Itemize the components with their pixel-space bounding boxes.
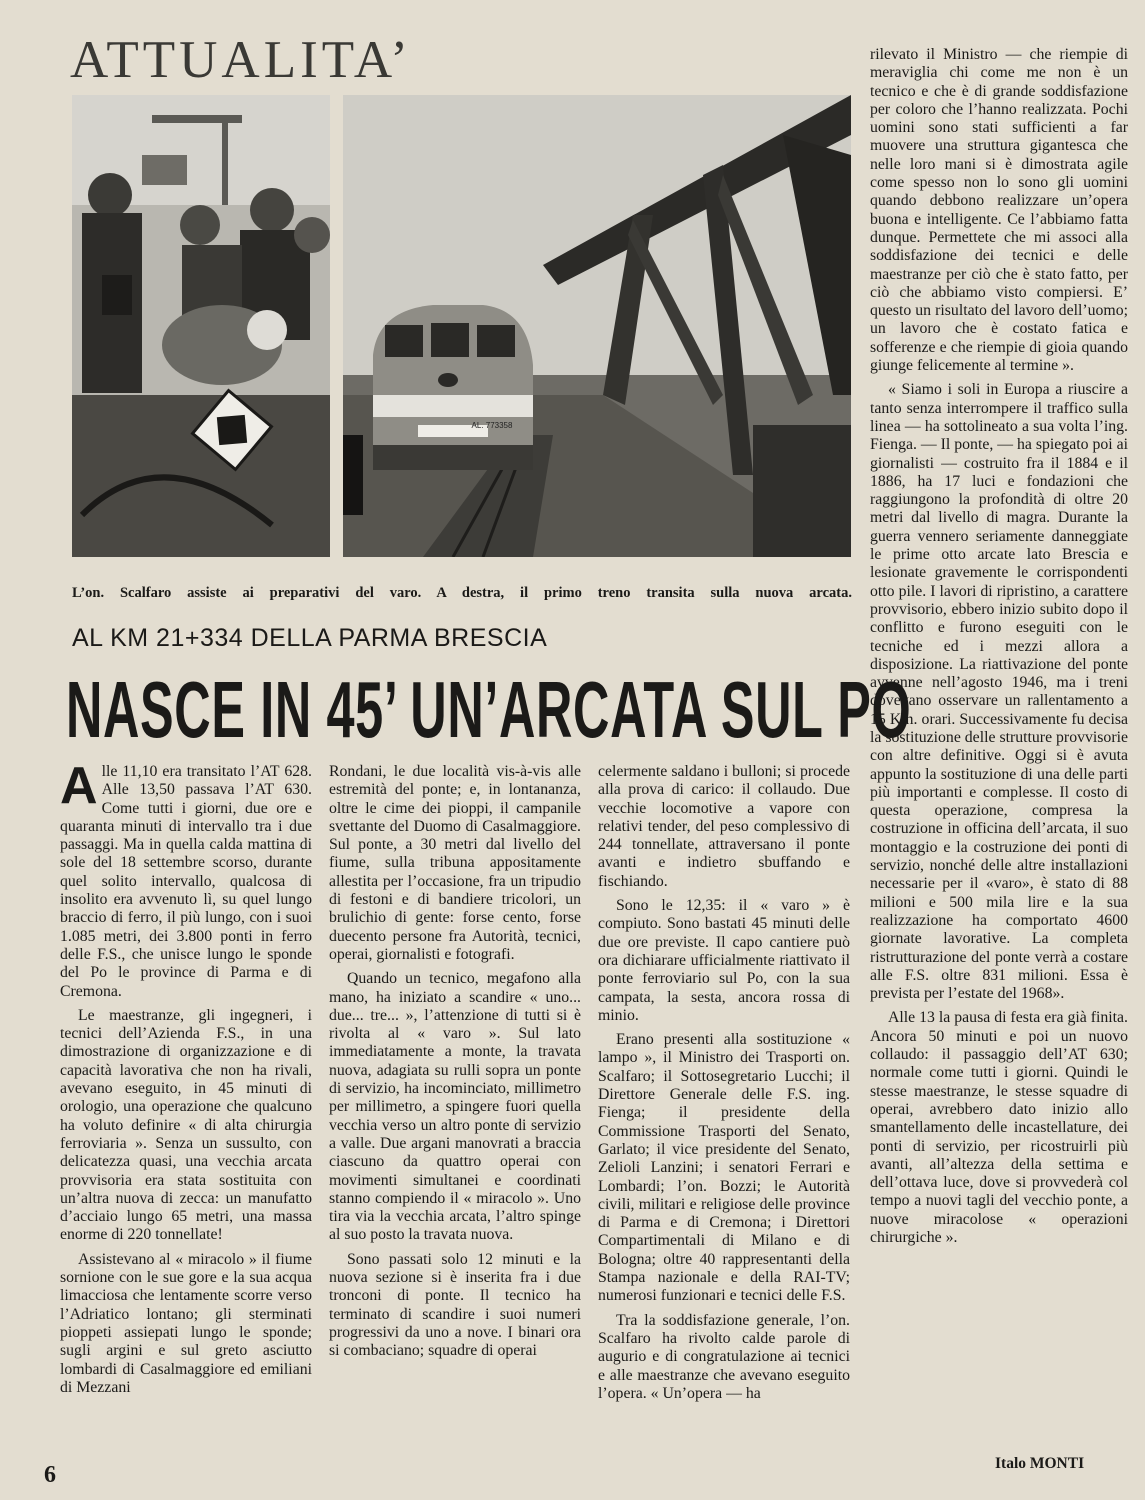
article-column-4 [870,46,1128,1253]
train-bridge-illustration [343,95,851,557]
paragraph: Quando un tecnico, megafono alla mano, ha iniziato a scandire « uno... due... tre... », l’attenzione di tutti si è rivolta al « varo ». Sul lato immediatamente a monte, la travata nuova, adagiata su rulli sopra un ponte di servizio, ha incominciato, millimetro per millimetro, a spingere fuori quella vecchia verso un altro ponte di servizio a valle. Due argani manovrati a braccia ciascuno da quattro operai con movimenti simultanei e coordinati stanno compiendo il « miracolo ». Uno tira via la vecchia arcata, l’altro spinge al suo posto la travata nuova. [329,970,581,1244]
ceremony-illustration [72,95,330,557]
drop-cap: A [60,757,98,815]
article-column-1 [60,757,312,1403]
kicker: AL KM 21+334 DELLA PARMA BRESCIA [72,624,548,652]
paragraph-text: lle 11,10 era transitato l’AT 628. Alle 13,50 passava l’AT 630. Come tutti i giorni, due ore e quaranta minuti di intervallo tra i due passaggi. Ma in quella calda mattina di sole del 18 settembre scorso, durante quel solito intervallo, qualcosa di insolito era avvenuto lì, su quel lungo braccio di ferro, il più lungo, con i suoi 1.085 metri, dei 3.800 ponti in ferro delle F.S., che unisce lungo le sponde del Po le province di Parma e di Cremona. [60,763,312,1000]
page-number: 6 [44,1462,56,1488]
article-column-3 [598,763,850,1409]
byline: Italo MONTI [995,1455,1085,1472]
paragraph: Alle 13 la pausa di festa era già finita. Ancora 50 minuti e poi un nuovo collaudo: il passaggio dell’AT 630; normale come tutti i giorni. Quindi le stesse maestranze, le stesse squadre di operai, avrebbero dato inizio allo smantellamento delle incastellature, dei ponti di servizio, per ricostruirli più avanti, all’altezza della settima e dell’ottava luce, dove si provvederà col tempo a nuovi tagli del vecchio ponte, a nuove miracolose « operazioni chirurgiche ». [870,1009,1128,1246]
photo-train-bridge [343,95,851,557]
paragraph: Tra la soddisfazione generale, l’on. Scalfaro ha rivolto calde parole di augurio e di congratulazione ai tecnici e alle maestranze che avevano eseguito l’opera. « Un’opera — ha [598,1311,850,1402]
paragraph: Erano presenti alla sostituzione « lampo », il Ministro dei Trasporti on. Scalfaro; il Sottosegretario Lucchi; il Direttore Generale delle F.S. ing. Fienga; il presidente della Commissione Trasporti del Senato, Garlato; il vice presidente del Senato, Zelioli Lanzini; i senatori Ferrari e Lombardi; l’on. Bozzi; le Autorità civili, militari e religiose delle province di Parma e di Cremona; i Direttori Compartimentali di Milano e di Bologna; oltre 40 rappresentanti della Stampa nazionale e della RAI-TV; numerosi funzionari e tecnici delle F.S. [598,1031,850,1305]
paragraph: Le maestranze, gli ingegneri, i tecnici dell’Azienda F.S., in una dimostrazione di organizzazione e di capacità lavorativa che non ha rivali, avevano eseguito, in 45 minuti di orologio, una operazione che qualcuno ha voluto definire « di alta chirurgia ferroviaria ». Senza un sussulto, con delicatezza quasi, una vecchia arcata provvisoria era stata sostituita con un’altra nuova di zecca: un manufatto d’acciaio lungo 65 metri, una massa enorme di 220 tonnellate! [60,1006,312,1244]
article-column-2 [329,763,581,1367]
paragraph [60,757,312,1001]
photo-ceremony [72,95,330,557]
paragraph: « Siamo i soli in Europa a riuscire a tanto senza interrompere il traffico sulla linea — ha sottolineato a sua volta l’ing. Fienga. — Il ponte, — ha spiegato poi ai giornalisti — costruito fra il 1884 e il 1886, ha 17 luci e fondazioni che raggiungono la profondità di oltre 20 metri dal livello di magra. Durante la guerra vennero seriamente danneggiate le prime otto arcate lato Brescia e lesionate gravemente le corrispondenti otto pile. I lavori di ripristino, a carattere provvisorio, ebbero inizio subito dopo il conflitto e furono eseguiti con le tecniche ed i mezzi allora a disposizione. La riattivazione del ponte avvenne nell’agosto 1946, ma i treni dovevano osservare un rallentamento a 15 Km. orari. Successivamente fu decisa la sostituzione delle strutture provvisorie con altre definitive. Oggi si è avuta appunto la sostituzione di una delle parti più importanti e complesse. Il costo di questa operazione, compresa la costruzione in officina dell’arcata, il suo montaggio e la costruzione dei ponti di servizio, nonché delle altre installazioni necessarie per il «varo», è stato di 88 milioni e 500 mila lire e la sua realizzazione ha comportato 4600 giornate lavorative. La completa ristrutturazione del ponte verrà a costare alle F.S. oltre 831 milioni. Essa è prevista per l’estate del 1968». [870,381,1128,1003]
paragraph: celermente saldano i bulloni; si procede alla prova di carico: il collaudo. Due vecchie locomotive a vapore con relativi tender, del peso complessivo di 244 tonnellate, attraversano il ponte avanti e indietro sbuffando e fischiando. [598,763,850,890]
paragraph: Assistevano al « miracolo » il fiume sornione con le sue gore e la sua acqua limacciosa che lentamente scorre verso l’Adriatico lontano; gli sterminati pioppeti assiepati lungo le sponde; sugli argini e sul greto asciutto lombardi di Casalmaggiore ed emiliani di Mezzani [60,1250,312,1396]
train-plate: AL. 773358 [471,421,513,430]
section-title: ATTUALITA’ [70,31,412,89]
paragraph: Sono le 12,35: il « varo » è compiuto. Sono bastati 45 minuti delle due ore previste. Il capo cantiere può ora dichiarare ufficialmente riattivato il ponte ferroviario sul Po, con la sua campata, la sesta, ancora rossa di minio. [598,897,850,1024]
paragraph: Sono passati solo 12 minuti e la nuova sezione si è inserita fra i due tronconi di ponte. Il tecnico ha terminato di scandire i suoi numeri progressivi da uno a nove. I binari ora si combaciano; squadre di operai [329,1250,581,1360]
photo-caption: L’on. Scalfaro assiste ai preparativi del varo. A destra, il primo treno transita sulla nuova arcata. [72,585,852,601]
paragraph: rilevato il Ministro — che riempie di meraviglia chi come me non è un tecnico e che è di grande soddisfazione per coloro che l’hanno realizzata. Pochi uomini sono stati sufficienti a far muovere una struttura gigantesca che nelle loro mani si è dimostrata agile come spesso non lo sono gli uomini quando debbono realizzare un’opera buona e intelligente. Ce l’abbiamo fatta dunque. Permettete che mi associ alla soddisfazione dei tecnici e delle maestranze per ciò che è stato fatto, per ciò che abbiamo visto compiersi. E’ questo un risultato del lavoro dell’uomo; un lavoro che è costato fatica e sofferenze e che riempie di gioia quando giunge felicemente al termine ». [870,46,1128,375]
headline: NASCE IN 45’ UN’ARCATA SUL PO [66,665,912,754]
paragraph: Rondani, le due località vis-à-vis alle estremità del ponte; e, in lontananza, oltre le cime dei pioppi, il campanile svettante del Duomo di Casalmaggiore. Sul ponte, a 30 metri dal livello del fiume, sulla tribuna appositamente allestita per l’occasione, fra un tripudio di festoni e di bandiere tricolori, un brulichio di gente: forse cento, forse duecento persone fra Autorità, tecnici, operai, giornalisti e fotografi. [329,763,581,963]
